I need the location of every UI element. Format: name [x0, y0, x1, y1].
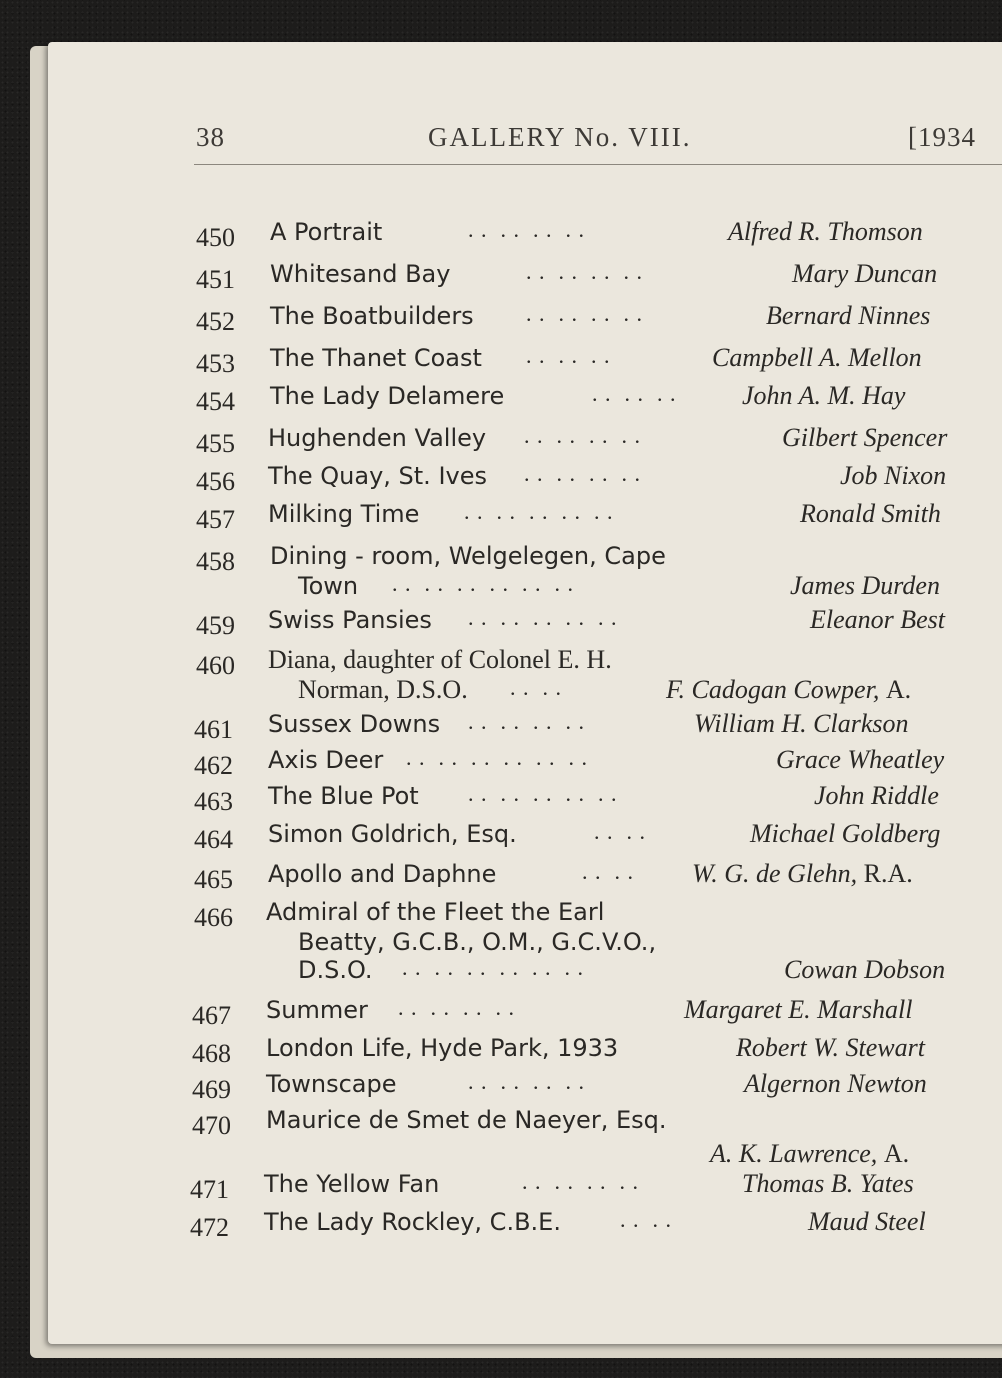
entry-artist [694, 710, 909, 738]
entry-artist [776, 746, 944, 774]
entry-title: Milking Time [268, 500, 420, 528]
entry-number: 464 [194, 825, 233, 854]
artist-name: Eleanor Best [810, 605, 946, 634]
entry-title: Maurice de Smet de Naeyer, Esq. [266, 1106, 667, 1134]
entry-title: The Boatbuilders [270, 302, 474, 330]
entry-title: Simon Goldrich, Esq. [268, 820, 517, 848]
entry-title: Dining - room, Welgelegen, Cape [270, 542, 666, 570]
artist-name: Alfred R. Thomson [728, 217, 923, 246]
artist-name: Mary Duncan [792, 259, 938, 288]
entry-artist [728, 218, 923, 246]
entry-title-continued: Town [298, 572, 359, 600]
entry-artist [742, 382, 905, 410]
artist-academy-suffix: A. [883, 1139, 910, 1168]
artist-name: Campbell A. Mellon [712, 343, 922, 372]
entry-artist [808, 1208, 926, 1236]
dot-leader: . . . . . . . . . . . . [402, 955, 584, 980]
entry-number: 470 [192, 1111, 231, 1140]
dot-leader: . . . . [620, 1207, 672, 1232]
entry-title: The Thanet Coast [270, 344, 482, 372]
entry-title: Axis Deer [268, 746, 384, 774]
dot-leader: . . . . [510, 675, 562, 700]
entry-number: 469 [192, 1075, 231, 1104]
entry-title: Admiral of the Fleet the Earl [266, 898, 605, 926]
entry-title-continued: Beatty, G.C.B., O.M., G.C.V.O., [298, 928, 657, 956]
entry-artist [742, 1170, 914, 1198]
year: [1934 [908, 122, 976, 152]
entry-artist [736, 1034, 925, 1062]
artist-name: Ronald Smith [800, 499, 941, 528]
dot-leader: . . . . . . . . [398, 995, 515, 1020]
entry-title: London Life, Hyde Park, 1933 [266, 1034, 619, 1062]
dot-leader: . . . . . . . . . . [468, 781, 618, 806]
entry-number: 468 [192, 1039, 231, 1068]
entry-title: Diana, daughter of Colonel E. H. [268, 645, 612, 674]
entry-title-continued: D.S.O. [298, 956, 373, 984]
dot-leader: . . . . . . . . . . . . [392, 571, 574, 596]
entry-artist [782, 424, 947, 452]
dot-leader: . . . . [594, 819, 646, 844]
entry-artist [712, 344, 922, 372]
entry-number: 465 [194, 865, 233, 894]
entry-artist [666, 676, 911, 704]
entry-title: A Portrait [270, 218, 383, 246]
entry-number: 467 [192, 1001, 231, 1030]
entry-number: 457 [196, 505, 235, 534]
entry-number: 471 [190, 1175, 229, 1204]
entry-artist [766, 302, 930, 330]
entry-title: Sussex Downs [268, 710, 441, 738]
dot-leader: . . . . . . . . [522, 1169, 639, 1194]
artist-name: Algernon Newton [744, 1069, 927, 1098]
entry-title: Townscape [266, 1070, 397, 1098]
entry-artist [810, 606, 945, 634]
artist-name: John Riddle [814, 781, 939, 810]
artist-name: James Durden [790, 571, 940, 600]
dot-leader: . . . . . . . . [526, 301, 643, 326]
entry-number: 462 [194, 751, 233, 780]
entry-artist [744, 1070, 927, 1098]
entry-number: 458 [196, 547, 235, 576]
dot-leader: . . . . . . . . . . [468, 605, 618, 630]
entry-number: 450 [196, 223, 235, 252]
entry-number: 461 [194, 715, 233, 744]
entry-title-continued: Norman, D.S.O. [298, 675, 468, 704]
artist-academy-suffix: A. [885, 675, 912, 704]
artist-name: Gilbert Spencer [782, 423, 948, 452]
entry-number: 452 [196, 307, 235, 336]
dot-leader: . . . . . . [592, 381, 677, 406]
artist-name: John A. M. Hay [742, 381, 906, 410]
artist-name: Robert W. Stewart [736, 1033, 925, 1062]
entry-number: 472 [190, 1213, 229, 1242]
entry-artist [784, 956, 945, 984]
dot-leader: . . . . . . . . [524, 423, 641, 448]
entry-number: 451 [196, 265, 235, 294]
entry-title: Apollo and Daphne [268, 860, 497, 888]
artist-name: A. K. Lawrence, [710, 1139, 878, 1168]
entry-artist [800, 500, 941, 528]
entry-number: 453 [196, 349, 235, 378]
entry-title: Whitesand Bay [270, 260, 451, 288]
entry-artist [710, 1140, 909, 1168]
dot-leader: . . . . . . . . . . [464, 499, 614, 524]
entry-title: The Quay, St. Ives [268, 462, 487, 490]
entry-title: The Lady Delamere [270, 382, 505, 410]
entry-title: The Blue Pot [268, 782, 419, 810]
dot-leader: . . . . . . . . [468, 217, 585, 242]
artist-name: Margaret E. Marshall [684, 995, 913, 1024]
entry-number: 463 [194, 787, 233, 816]
header-rule [194, 164, 1002, 165]
entry-artist [814, 782, 939, 810]
dot-leader: . . . . [582, 859, 634, 884]
dot-leader: . . . . . . . . [526, 259, 643, 284]
artist-name: Grace Wheatley [776, 745, 945, 774]
artist-name: William H. Clarkson [694, 709, 909, 738]
gallery-title: GALLERY No. VIII. [428, 122, 692, 152]
artist-name: Michael Goldberg [750, 819, 941, 848]
entry-title: Summer [266, 996, 368, 1024]
dot-leader: . . . . . . . . [524, 461, 641, 486]
page-number: 38 [196, 122, 225, 152]
entry-artist [792, 260, 937, 288]
entry-number: 460 [196, 651, 235, 680]
dot-leader: . . . . . . . . [468, 709, 585, 734]
dot-leader: . . . . . . . . . . . . [406, 745, 588, 770]
entry-artist [750, 820, 940, 848]
artist-academy-suffix: R.A. [863, 859, 913, 888]
entry-number: 456 [196, 467, 235, 496]
artist-name: W. G. de Glehn, [692, 859, 858, 888]
entry-title: Swiss Pansies [268, 606, 432, 634]
artist-name: Job Nixon [840, 461, 947, 490]
entry-title: Hughenden Valley [268, 424, 487, 452]
entry-artist [692, 860, 913, 888]
dot-leader: . . . . . . . . [468, 1069, 585, 1094]
entry-artist [790, 572, 940, 600]
artist-name: Bernard Ninnes [766, 301, 931, 330]
entry-number: 455 [196, 429, 235, 458]
entry-number: 459 [196, 611, 235, 640]
catalogue-page [48, 42, 1002, 1344]
entry-title: The Lady Rockley, C.B.E. [264, 1208, 561, 1236]
entry-artist [684, 996, 912, 1024]
artist-name: Maud Steel [808, 1207, 926, 1236]
entry-number: 454 [196, 387, 235, 416]
artist-name: F. Cadogan Cowper, [666, 675, 880, 704]
entry-artist [840, 462, 946, 490]
entry-number: 466 [194, 903, 233, 932]
artist-name: Cowan Dobson [784, 955, 946, 984]
artist-name: Thomas B. Yates [742, 1169, 914, 1198]
entry-title: The Yellow Fan [264, 1170, 440, 1198]
dot-leader: . . . . . . [526, 343, 611, 368]
